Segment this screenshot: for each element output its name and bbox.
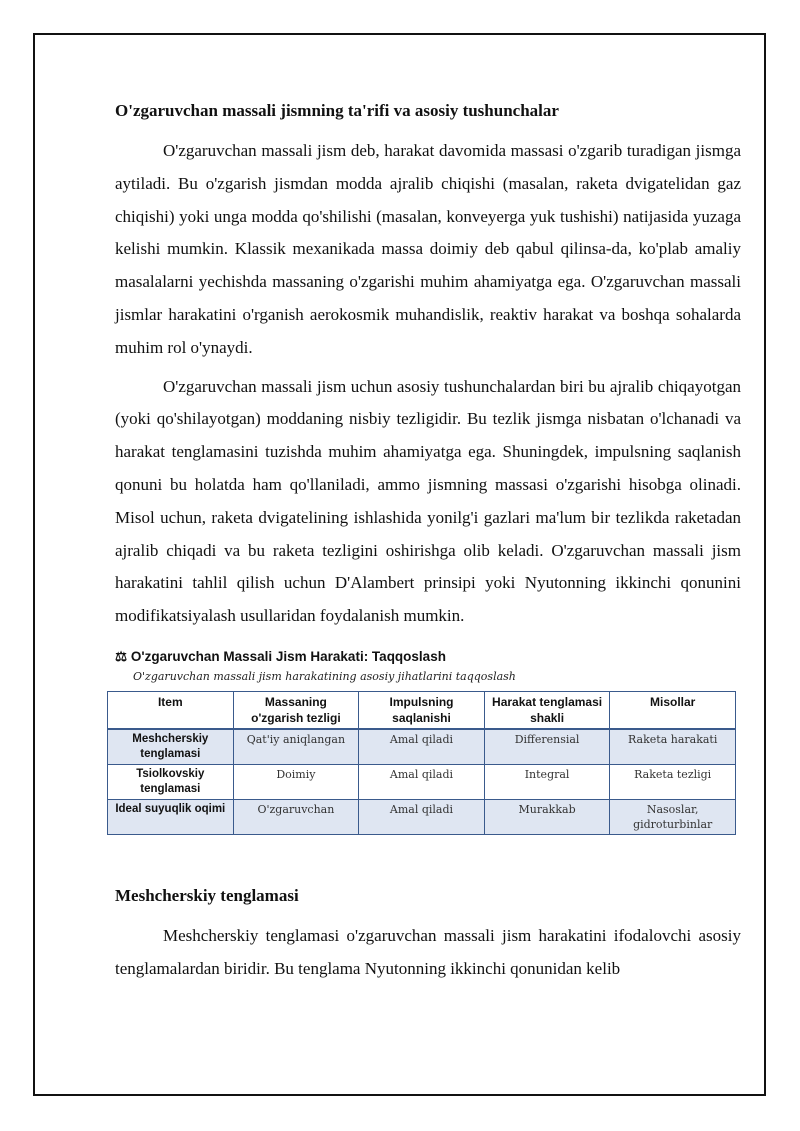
table-row	[108, 729, 736, 765]
table-row	[108, 764, 736, 799]
table-cell: Amal qiladi	[359, 764, 485, 799]
table-subtitle: O'zgaruvchan massali jism harakatining asosiy jihatlarini taqqoslash	[133, 669, 516, 683]
table-cell: Nasoslar, gidroturbinlar	[610, 799, 736, 834]
table-cell: Doimiy	[233, 764, 359, 799]
table-header-row	[108, 691, 736, 729]
document-content	[115, 96, 741, 986]
scales-icon: ⚖	[115, 648, 128, 664]
paragraph: O'zgaruvchan massali jism uchun asosiy tushunchalardan biri bu ajralib chiqayotgan (yoki qo'shilayotgan) moddaning nisbiy tezligidir. Bu tezlik jismga nisbatan o'lchanadi va harakat tenglamasini tuzishda muhim ahamiyatga ega. Shuningdek, impulsning saqlanish qonuni bu holatda ham qo'llaniladi, ammo jismning massasi o'zgarishi hisobga olinadi. Misol uchun, raketa dvigatelining ishlashida yonilg'i gazlari ma'lum bir tezlikda raketadan ajralib chiqadi va bu raketa tezligini oshirishga olib keladi. O'zgaruvchan massali jism harakatini tahlil qilish uchun D'Alambert prinsipi yoki Nyutonning ikkinchi qonunini modifikatsiyalash usullaridan foydalanish mumkin.	[115, 376, 741, 626]
table-cell: Integral	[484, 764, 610, 799]
table-cell: Amal qiladi	[359, 729, 485, 765]
comparison-table	[107, 691, 736, 835]
paragraph: Meshcherskiy tenglamasi o'zgaruvchan massali jism harakatini ifodalovchi asosiy tenglamalardan biridir. Bu tenglama Nyutonning ikkinchi qonunidan kelib	[115, 925, 741, 978]
table-cell: Amal qiladi	[359, 799, 485, 834]
section-heading: O'zgaruvchan massali jismning ta'rifi va asosiy tushunchalar	[115, 101, 559, 120]
column-header: Item	[108, 691, 234, 729]
table-cell: O'zgaruvchan	[233, 799, 359, 834]
table-cell: Murakkab	[484, 799, 610, 834]
paragraph: O'zgaruvchan massali jism deb, harakat davomida massasi o'zgarib turadigan jismga aytiladi. Bu o'zgarish jismdan modda ajralib chiqishi (masalan, raketa dvigatelidan gaz chiqishi) yoki unga modda qo'shilishi (masalan, konveyerga yuk tushishi) natijasida yuzaga kelishi mumkin. Klassik mexanikada massa doimiy deb qabul qilinsa-da, ko'plab amaliy masalalarni yechishda massaning o'zgarishi muhim ahamiyatga ega. O'zgaruvchan massali jismlar harakatini o'rganish aerokosmik muhandislik, reaktiv harakat va boshqa sohalarda muhim rol o'ynaydi.	[115, 141, 741, 357]
table-title-text: O'zgaruvchan Massali Jism Harakati: Taqqoslash	[130, 648, 446, 664]
column-header: Massaning o'zgarish tezligi	[233, 691, 359, 729]
column-header: Impulsning saqlanishi	[359, 691, 485, 729]
table-cell: Qat'iy aniqlangan	[233, 729, 359, 765]
row-label: Meshcherskiy tenglamasi	[108, 729, 234, 765]
table-cell: Raketa harakati	[610, 729, 736, 765]
table-title	[115, 647, 741, 667]
table-cell: Raketa tezligi	[610, 764, 736, 799]
row-label: Tsiolkovskiy tenglamasi	[108, 764, 234, 799]
table-cell: Differensial	[484, 729, 610, 765]
row-label: Ideal suyuqlik oqimi	[108, 799, 234, 834]
column-header: Harakat tenglamasi shakli	[484, 691, 610, 729]
section-heading: Meshcherskiy tenglamasi	[115, 885, 299, 905]
table-row	[108, 799, 736, 834]
column-header: Misollar	[610, 691, 736, 729]
